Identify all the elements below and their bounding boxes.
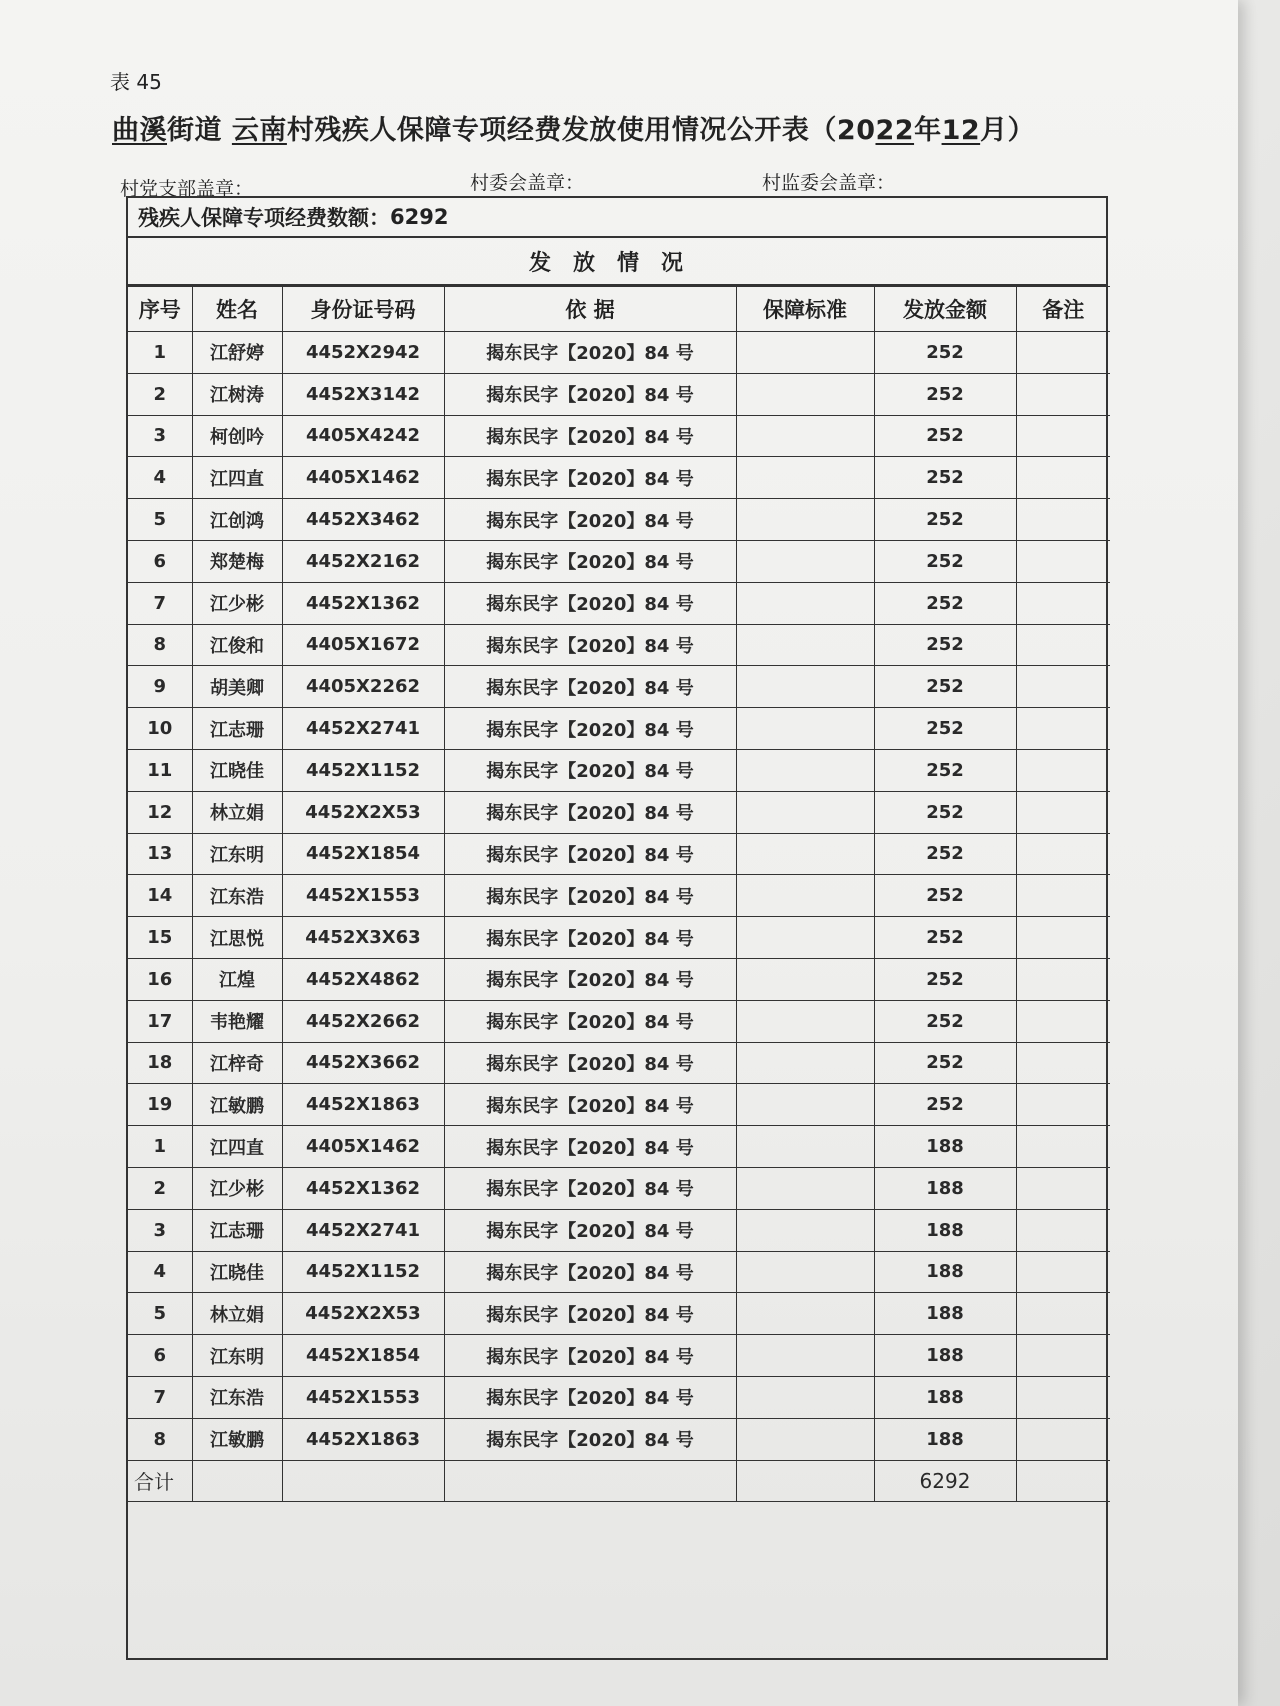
cell-amount: 188 [874,1335,1016,1377]
total-row [128,1460,1110,1502]
cell-amount: 188 [874,1293,1016,1335]
table-row [128,1251,1110,1293]
cell-standard [736,1418,874,1460]
cell-name: 江东浩 [192,1376,282,1418]
cell-no: 4 [128,1251,192,1293]
cell-note [1016,582,1110,624]
cell-basis: 揭东民字【2020】84 号 [444,415,736,457]
cell-basis: 揭东民字【2020】84 号 [444,1209,736,1251]
cell-id: 4452X2942 [282,332,444,374]
disbursement-table [128,286,1110,1502]
table-row [128,749,1110,791]
cell-id: 4452X1362 [282,582,444,624]
cell-amount: 252 [874,875,1016,917]
cell-amount: 252 [874,1000,1016,1042]
cell-id: 4452X3X63 [282,917,444,959]
cell-standard [736,666,874,708]
cell-id: 4405X4242 [282,415,444,457]
cell-basis: 揭东民字【2020】84 号 [444,1084,736,1126]
cell-name: 胡美卿 [192,666,282,708]
cell-standard [736,917,874,959]
party-branch-seal-label: 村党支部盖章： [120,178,254,200]
title-village: 云南 [231,115,287,146]
cell-basis: 揭东民字【2020】84 号 [444,917,736,959]
cell-standard [736,457,874,499]
cell-standard [736,373,874,415]
cell-basis: 揭东民字【2020】84 号 [444,1335,736,1377]
cell-amount: 188 [874,1209,1016,1251]
title-sep: 街道 [167,115,222,146]
cell-name: 江创鸿 [192,499,282,541]
table-row [128,833,1110,875]
cell-note [1016,917,1110,959]
cell-no: 1 [128,332,192,374]
cell-note [1016,373,1110,415]
cell-amount: 252 [874,958,1016,1000]
cell-note [1016,1167,1110,1209]
cell-basis: 揭东民字【2020】84 号 [444,1293,736,1335]
table-row [128,582,1110,624]
cell-name: 江东明 [192,833,282,875]
cell-no: 11 [128,749,192,791]
table-row [128,1293,1110,1335]
col-header-standard: 保障标准 [736,287,874,332]
cell-note [1016,708,1110,750]
table-row [128,1000,1110,1042]
cell-note [1016,415,1110,457]
cell-amount: 252 [874,373,1016,415]
cell-no: 14 [128,875,192,917]
cell-note [1016,875,1110,917]
cell-name: 江俊和 [192,624,282,666]
cell-id: 4452X3662 [282,1042,444,1084]
cell-no: 5 [128,499,192,541]
cell-amount: 252 [874,833,1016,875]
cell-id: 4452X2741 [282,708,444,750]
cell-id: 4452X3462 [282,499,444,541]
cell-no: 12 [128,791,192,833]
cell-amount: 252 [874,624,1016,666]
cell-no: 1 [128,1126,192,1168]
cell-id: 4452X1152 [282,749,444,791]
cell-note [1016,1293,1110,1335]
cell-standard [736,791,874,833]
cell-amount: 252 [874,415,1016,457]
fund-amount-row [128,198,1106,238]
cell-id: 4452X2X53 [282,791,444,833]
blank-notes-area [128,1502,1106,1637]
cell-standard [736,540,874,582]
col-header-name: 姓名 [192,287,282,332]
cell-name: 林立娟 [192,1293,282,1335]
cell-note [1016,1209,1110,1251]
table-row [128,1335,1110,1377]
cell-basis: 揭东民字【2020】84 号 [444,875,736,917]
cell-basis: 揭东民字【2020】84 号 [444,1126,736,1168]
cell-note [1016,833,1110,875]
title-place: 曲溪 [112,115,167,146]
cell-basis: 揭东民字【2020】84 号 [444,1418,736,1460]
cell-basis: 揭东民字【2020】84 号 [444,791,736,833]
cell-note [1016,666,1110,708]
cell-amount: 252 [874,749,1016,791]
cell-id: 4452X2X53 [282,1293,444,1335]
cell-standard [736,332,874,374]
cell-id: 4452X1863 [282,1418,444,1460]
cell-standard [736,1000,874,1042]
table-row [128,791,1110,833]
cell-id: 4452X1854 [282,833,444,875]
cell-basis: 揭东民字【2020】84 号 [444,708,736,750]
document-title [112,108,1035,147]
cell-id: 4452X1863 [282,1084,444,1126]
cell-amount: 252 [874,917,1016,959]
cell-amount: 252 [874,582,1016,624]
cell-name: 江晓佳 [192,1251,282,1293]
total-cell-empty [1016,1460,1110,1502]
cell-id: 4452X2662 [282,1000,444,1042]
cell-standard [736,415,874,457]
cell-id: 4452X1854 [282,1335,444,1377]
cell-name: 郑楚梅 [192,540,282,582]
cell-note [1016,1335,1110,1377]
col-header-amount: 发放金额 [874,287,1016,332]
cell-basis: 揭东民字【2020】84 号 [444,1167,736,1209]
cell-name: 江东浩 [192,875,282,917]
cell-no: 2 [128,1167,192,1209]
cell-basis: 揭东民字【2020】84 号 [444,1251,736,1293]
cell-no: 4 [128,457,192,499]
table-row [128,666,1110,708]
col-header-no: 序号 [128,287,192,332]
cell-amount: 188 [874,1167,1016,1209]
cell-no: 8 [128,624,192,666]
cell-basis: 揭东民字【2020】84 号 [444,958,736,1000]
cell-no: 17 [128,1000,192,1042]
table-row [128,373,1110,415]
cell-note [1016,1000,1110,1042]
cell-name: 江敏鹏 [192,1418,282,1460]
cell-note [1016,1126,1110,1168]
cell-basis: 揭东民字【2020】84 号 [444,582,736,624]
cell-note [1016,749,1110,791]
table-row [128,958,1110,1000]
cell-note [1016,1418,1110,1460]
cell-id: 4452X2162 [282,540,444,582]
cell-id: 4452X1362 [282,1167,444,1209]
cell-note [1016,791,1110,833]
cell-id: 4452X1553 [282,1376,444,1418]
cell-name: 江思悦 [192,917,282,959]
cell-id: 4452X1553 [282,875,444,917]
table-row [128,1084,1110,1126]
cell-no: 3 [128,1209,192,1251]
cell-no: 5 [128,1293,192,1335]
cell-no: 8 [128,1418,192,1460]
cell-note [1016,457,1110,499]
table-header-row [128,287,1110,332]
cell-amount: 188 [874,1418,1016,1460]
table-row [128,540,1110,582]
cell-basis: 揭东民字【2020】84 号 [444,624,736,666]
cell-amount: 252 [874,332,1016,374]
table-row [128,917,1110,959]
table-row [128,624,1110,666]
cell-standard [736,708,874,750]
cell-basis: 揭东民字【2020】84 号 [444,457,736,499]
cell-basis: 揭东民字【2020】84 号 [444,499,736,541]
cell-note [1016,624,1110,666]
cell-no: 16 [128,958,192,1000]
cell-id: 4452X3142 [282,373,444,415]
table-row [128,499,1110,541]
cell-basis: 揭东民字【2020】84 号 [444,749,736,791]
cell-amount: 188 [874,1126,1016,1168]
table-row [128,1209,1110,1251]
cell-no: 2 [128,373,192,415]
cell-basis: 揭东民字【2020】84 号 [444,332,736,374]
cell-id: 4405X2262 [282,666,444,708]
table-row [128,457,1110,499]
cell-name: 江梓奇 [192,1042,282,1084]
cell-standard [736,1042,874,1084]
cell-standard [736,1084,874,1126]
cell-no: 7 [128,1376,192,1418]
table-row [128,1042,1110,1084]
title-month: 12 [941,115,981,146]
title-year-label: 年 [914,115,942,146]
cell-basis: 揭东民字【2020】84 号 [444,1042,736,1084]
cell-note [1016,332,1110,374]
cell-standard [736,875,874,917]
total-cell-empty [736,1460,874,1502]
cell-amount: 252 [874,457,1016,499]
cell-name: 林立娟 [192,791,282,833]
cell-no: 6 [128,540,192,582]
cell-no: 6 [128,1335,192,1377]
title-month-label: 月） [980,115,1036,146]
table-body [128,332,1110,1461]
total-amount: 6292 [874,1460,1016,1502]
cell-note [1016,1042,1110,1084]
title-year-suffix: 22 [875,115,915,146]
cell-name: 韦艳耀 [192,1000,282,1042]
cell-name: 江四直 [192,1126,282,1168]
cell-amount: 252 [874,1042,1016,1084]
cell-id: 4452X4862 [282,958,444,1000]
col-header-id: 身份证号码 [282,287,444,332]
cell-name: 江树涛 [192,373,282,415]
cell-standard [736,958,874,1000]
cell-amount: 252 [874,499,1016,541]
cell-name: 江晓佳 [192,749,282,791]
table-row [128,332,1110,374]
section-title: 发放情况 [128,238,1106,286]
cell-id: 4405X1462 [282,1126,444,1168]
cell-basis: 揭东民字【2020】84 号 [444,1376,736,1418]
cell-note [1016,1084,1110,1126]
cell-amount: 252 [874,540,1016,582]
col-header-basis: 依 据 [444,287,736,332]
table-row [128,708,1110,750]
fund-label: 残疾人保障专项经费数额： [138,206,390,230]
cell-standard [736,582,874,624]
cell-basis: 揭东民字【2020】84 号 [444,540,736,582]
table-row [128,1167,1110,1209]
cell-standard [736,833,874,875]
disbursement-table-frame [126,196,1108,1660]
cell-note [1016,1376,1110,1418]
fund-amount: 6292 [390,205,449,229]
cell-no: 10 [128,708,192,750]
cell-basis: 揭东民字【2020】84 号 [444,1000,736,1042]
table-row [128,875,1110,917]
cell-amount: 252 [874,791,1016,833]
table-row [128,1126,1110,1168]
cell-no: 18 [128,1042,192,1084]
cell-amount: 252 [874,666,1016,708]
cell-standard [736,499,874,541]
village-committee-seal-label: 村委会盖章： [470,172,585,194]
cell-amount: 188 [874,1376,1016,1418]
total-cell-empty [192,1460,282,1502]
title-main: 村残疾人保障专项经费发放使用情况公开表（20 [286,115,876,146]
cell-basis: 揭东民字【2020】84 号 [444,373,736,415]
total-label: 合计 [128,1460,192,1502]
cell-no: 19 [128,1084,192,1126]
cell-standard [736,1167,874,1209]
table-row [128,1418,1110,1460]
cell-name: 江煌 [192,958,282,1000]
cell-note [1016,1251,1110,1293]
cell-no: 7 [128,582,192,624]
supervision-committee-seal-label: 村监委会盖章： [762,172,896,194]
cell-note [1016,958,1110,1000]
cell-name: 江少彬 [192,1167,282,1209]
cell-name: 柯创吟 [192,415,282,457]
cell-standard [736,1251,874,1293]
cell-standard [736,1376,874,1418]
total-cell-empty [282,1460,444,1502]
cell-name: 江东明 [192,1335,282,1377]
cell-amount: 188 [874,1251,1016,1293]
cell-note [1016,499,1110,541]
col-header-note: 备注 [1016,287,1110,332]
cell-standard [736,1209,874,1251]
cell-standard [736,749,874,791]
cell-no: 9 [128,666,192,708]
cell-name: 江四直 [192,457,282,499]
cell-name: 江敏鹏 [192,1084,282,1126]
cell-standard [736,1293,874,1335]
cell-basis: 揭东民字【2020】84 号 [444,666,736,708]
cell-standard [736,1335,874,1377]
cell-no: 15 [128,917,192,959]
cell-name: 江志珊 [192,1209,282,1251]
table-row [128,415,1110,457]
cell-basis: 揭东民字【2020】84 号 [444,833,736,875]
cell-name: 江志珊 [192,708,282,750]
cell-amount: 252 [874,1084,1016,1126]
cell-no: 13 [128,833,192,875]
cell-id: 4405X1672 [282,624,444,666]
cell-id: 4452X1152 [282,1251,444,1293]
cell-note [1016,540,1110,582]
cell-no: 3 [128,415,192,457]
cell-name: 江少彬 [192,582,282,624]
cell-name: 江舒婷 [192,332,282,374]
cell-id: 4452X2741 [282,1209,444,1251]
cell-amount: 252 [874,708,1016,750]
cell-standard [736,1126,874,1168]
cell-standard [736,624,874,666]
cell-id: 4405X1462 [282,457,444,499]
table-number: 表 45 [110,70,162,94]
table-row [128,1376,1110,1418]
total-cell-empty [444,1460,736,1502]
